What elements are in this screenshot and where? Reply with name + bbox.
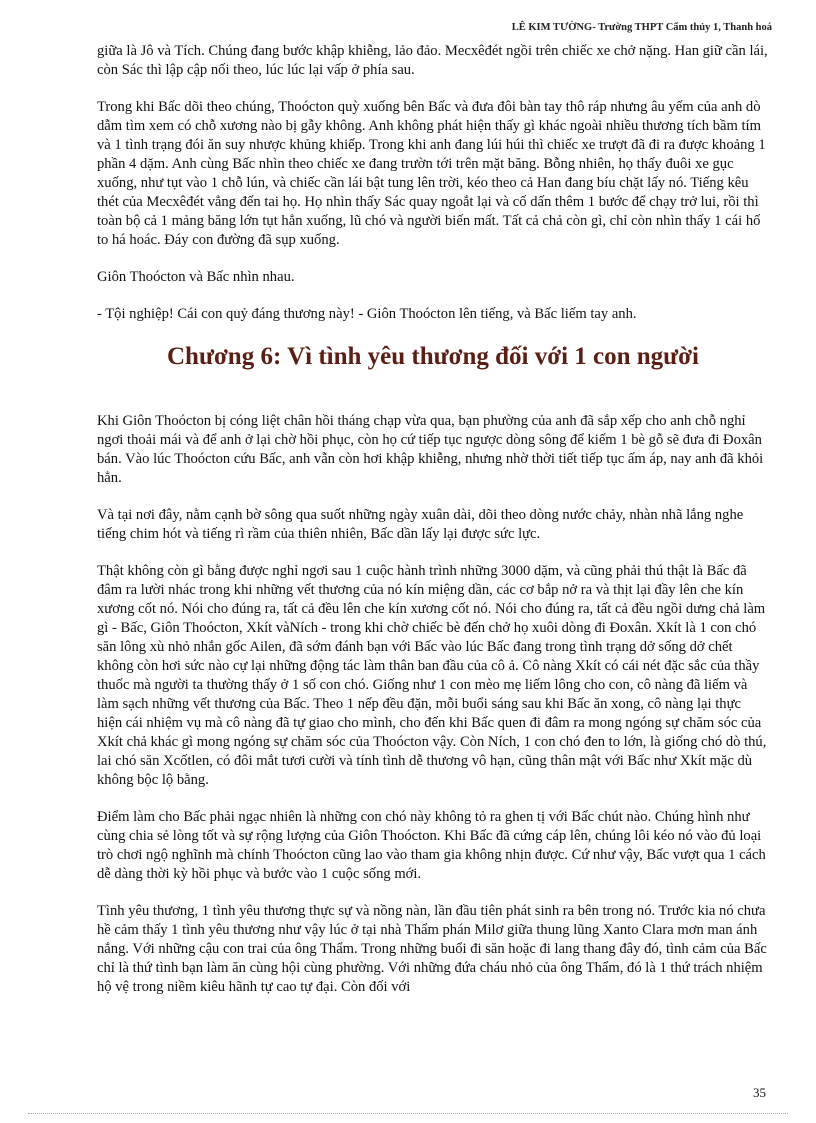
paragraph: Thật không còn gì bằng được nghỉ ngơi sau 1 cuộc hành trình những 3000 dặm, và cũng phải thú thật là Bấc đã đâm ra lười nhác trong khi những vết thương của nó kín miệng dần, các cơ bắp nở ra và thịt lại đầy lên che kín xương cốt nó. Nói cho đúng ra, tất cả đều lên che kín xương cốt nó. Nói cho đúng ra, tất cả đều ngồi dưng chả làm gì - Bấc, Giôn Thoócton, Xkít vàNích - trong khi chờ chiếc bè đến chở họ xuôi dòng đi Đoxân. Xkít là 1 con chó săn lông xù nhỏ nhắn gốc Ailen, đã sớm đánh bạn với Bấc vào lúc Bấc đang trong tình trạng dở sống dở chết không còn hơi sức nào cự lại những động tác làm thân ban đầu của cô ả. Cô nàng Xkít có cái nét đặc sắc của thầy thuốc mà người ta thường thấy ở 1 số con chó. Giống như 1 con mèo mẹ liếm lông cho con, cô nàng đã liếm và làm sạch những vết thương của Bấc. Theo 1 nếp đều đặn, mỗi buổi sáng sau khi Bấc ăn xong, cô nàng lại thực hiện cái nhiệm vụ mà cô nàng đã tự giao cho mình, cho đến khi Bấc quen đi đâm ra mong ngóng sự chăm sóc của Xkít chả khác gì mong ngóng sự chăm sóc của Thoócton vậy. Còn Ních, 1 con chó đen to lớn, là giống chó dò thú, lai chó săn Xcốtlen, có đôi mắt tươi cười và tính tình dễ thương vô hạn, cũng thân mật với Bấc như Xkít mặc dù không bộc lộ bằng.	[97, 563, 767, 788]
paragraph: Trong khi Bấc dõi theo chúng, Thoócton quỳ xuống bên Bấc và đưa đôi bàn tay thô ráp nhưng âu yếm của anh dò dẫm tìm xem có chỗ xương nào bị gẫy không. Anh không phát hiện thấy gì khác ngoài nhiều thương tích bầm tím và 1 tình trạng đói ăn suy nhược khủng khiếp. Trong khi anh đang lúi húi thì chiếc xe trượt đã đi ra được khoảng 1 phần 4 dặm. Anh cùng Bấc nhìn theo chiếc xe đang trườn tới trên mặt băng. Bỗng nhiên, họ thấy đuôi xe gục xuống, như tụt vào 1 chỗ lún, và chiếc cần lái bật tung lên trời, kéo theo cả Han đang bíu chặt lấy nó. Tiếng kêu thét của Mecxêđét vẳng đến tai họ. Họ nhìn thấy Sác quay ngoắt lại và cố dấn thêm 1 bước để chạy trở lui, rồi thì toàn bộ cả 1 mảng băng lớn tụt hẳn xuống, lũ chó và người biến mất. Tất cả chả còn gì, chỉ còn nhìn thấy 1 cái hố to há hoác. Đáy con đường đã sụp xuống.	[97, 99, 766, 248]
paragraph: Tình yêu thương, 1 tình yêu thương thực sự và nồng nàn, lần đầu tiên phát sinh ra bên trong nó. Trước kia nó chưa hề cảm thấy 1 tình yêu thương như vậy lúc ở tại nhà Thẩm phán Milơ giữa thung lũng Xanto Clara mơn man ánh nắng. Với những cậu con trai của ông Thẩm. Trong những buổi đi săn hoặc đi lang thang đây đó, tình cảm của Bấc chỉ là thứ tình bạn làm ăn cùng hội cùng phường. Với những đứa cháu nhỏ của ông Thẩm, đó là 1 thứ trách nhiệm hộ vệ trong niềm kiêu hãnh tự cao tự đại. Còn đối với	[97, 903, 767, 995]
paragraph: Điểm làm cho Bấc phải ngạc nhiên là những con chó này không tỏ ra ghen tị với Bấc chút nào. Chúng hình như cùng chia sẻ lòng tốt và sự rộng lượng của Giôn Thoócton. Khi Bấc đã cứng cáp lên, chúng lôi kéo nó vào đủ loại trò chơi ngộ nghĩnh mà chính Thoócton cũng lao vào tham gia không nhịn được. Cứ như vậy, Bấc vượt qua 1 cách dễ dàng thời kỳ hồi phục và bước vào 1 cuộc sống mới.	[97, 809, 766, 882]
page-number: 35	[753, 1085, 766, 1100]
paragraph: giữa là Jô và Tích. Chúng đang bước khập khiễng, lảo đảo. Mecxêđét ngồi trên chiếc xe chở nặng. Han giữ cần lái, còn Sác thì lập cập nối theo, lúc lúc lại vấp ở phía sau.	[97, 43, 768, 78]
page-bottom-border	[28, 1113, 788, 1114]
page-header: LÊ KIM TƯỜNG- Trường THPT Cẩm thủy 1, Thanh hoá	[511, 22, 772, 33]
chapter-title: Chương 6: Vì tình yêu thương đối với 1 con người	[167, 343, 699, 370]
page-body	[97, 42, 769, 1015]
paragraph: Khi Giôn Thoócton bị cóng liệt chân hồi tháng chạp vừa qua, bạn phường của anh đã sắp xếp cho anh chỗ nghỉ ngơi thoải mái và để anh ở lại chờ hồi phục, còn họ cứ tiếp tục ngược dòng sông để kiếm 1 bè gỗ sẽ đưa đi Đoxân bán. Vào lúc Thoócton cứu Bấc, anh vẫn còn hơi khập khiễng, nhưng nhờ thời tiết tiếp tục ấm áp, nay anh đã khỏi hẳn.	[97, 413, 764, 486]
paragraph: Giôn Thoócton và Bấc nhìn nhau.	[97, 269, 295, 285]
paragraph: Và tại nơi đây, nằm cạnh bờ sông qua suốt những ngày xuân dài, dõi theo dòng nước chảy, nhàn nhã lắng nghe tiếng chim hót và tiếng rì rầm của thiên nhiên, Bấc dần lấy lại được sức lực.	[97, 507, 744, 542]
dialogue-paragraph: - Tội nghiệp! Cái con quỷ đáng thương này! - Giôn Thoócton lên tiếng, và Bấc liếm tay anh.	[97, 306, 637, 322]
